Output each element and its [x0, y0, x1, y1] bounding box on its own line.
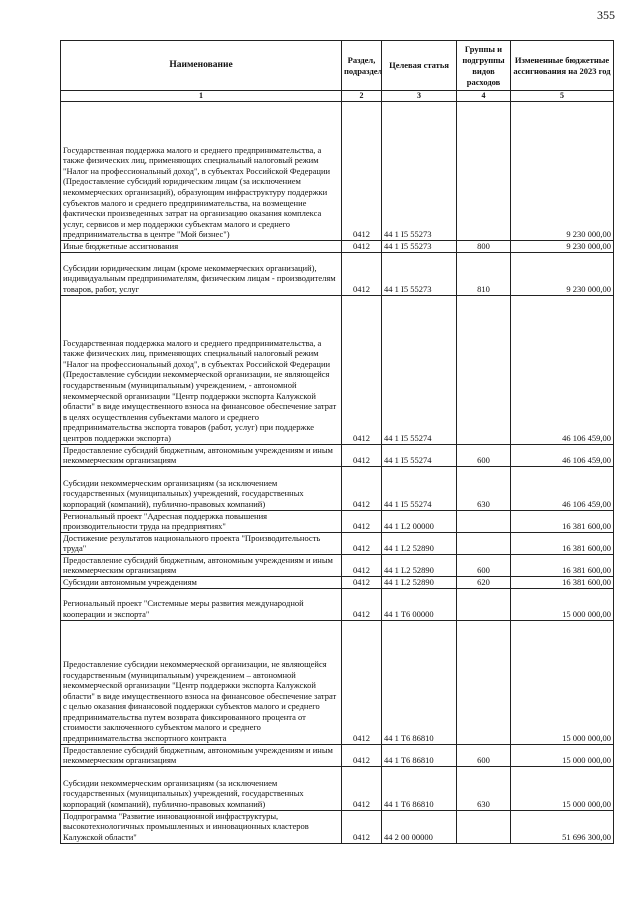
- cell-section: 0412: [342, 466, 382, 510]
- cell-amount: 15 000 000,00: [511, 744, 614, 766]
- cell-section: 0412: [342, 241, 382, 253]
- cell-target: 44 2 00 00000: [382, 810, 457, 843]
- cell-amount: 9 230 000,00: [511, 102, 614, 241]
- cell-group: 620: [457, 577, 511, 589]
- column-number: 2: [342, 91, 382, 102]
- cell-name: Иные бюджетные ассигнования: [61, 241, 342, 253]
- table-row: [61, 241, 614, 253]
- cell-name: Государственная поддержка малого и среднего предпринимательства, а также физических лиц, применяющих специальный налоговый режим "Налог на профессиональный доход", в субъектах Российской Федерации (Предоставление субсидии некоммерческой организации, не являющейся государственным (муниципальным) учреждением, - автономной некоммерческой организации "Центр поддержки экспорта Калужской области" в виде имущественного взноса на финансовое обеспечение затрат в целях осуществления субъектами малого и среднего предпринимательства экспорта товаров (работ, услуг) при поддержке центров поддержки экспорта): [61, 295, 342, 444]
- column-number: 5: [511, 91, 614, 102]
- header-section: Раздел, подраздел: [342, 41, 382, 91]
- cell-target: 44 1 I5 55274: [382, 444, 457, 466]
- cell-section: 0412: [342, 766, 382, 810]
- cell-target: 44 1 L2 52890: [382, 554, 457, 576]
- cell-amount: 16 381 600,00: [511, 577, 614, 589]
- table-row: [61, 295, 614, 444]
- cell-name: Субсидии автономным учреждениям: [61, 577, 342, 589]
- header-amount: Измененные бюджетные ассигнования на 2023 год: [511, 41, 614, 91]
- cell-group: 630: [457, 466, 511, 510]
- cell-name: Предоставление субсидий бюджетным, автономным учреждениям и иным некоммерческим организациям: [61, 744, 342, 766]
- cell-name: Государственная поддержка малого и среднего предпринимательства, а также физических лиц, применяющих специальный налоговый режим "Налог на профессиональный доход", в субъектах Российской Федерации (Предоставление субсидий юридическим лицам (за исключением некоммерческих организаций), образующим инфраструктуру поддержки субъектов малого и среднего предпринимательства, на возмещение фактически произведенных затрат на организацию оказания комплекса услуг, сервисов и мер поддержки субъектам малого и среднего предпринимательства в центре "Мой бизнес"): [61, 102, 342, 241]
- cell-section: 0412: [342, 510, 382, 532]
- cell-group: 600: [457, 744, 511, 766]
- cell-group: 800: [457, 241, 511, 253]
- table-row: [61, 466, 614, 510]
- cell-target: 44 1 L2 00000: [382, 510, 457, 532]
- cell-amount: 15 000 000,00: [511, 620, 614, 744]
- table-header-row: [61, 41, 614, 91]
- cell-amount: 51 696 300,00: [511, 810, 614, 843]
- cell-section: 0412: [342, 102, 382, 241]
- column-numbers-row: [61, 91, 614, 102]
- table-row: [61, 810, 614, 843]
- cell-section: 0412: [342, 577, 382, 589]
- cell-target: 44 1 T6 86810: [382, 620, 457, 744]
- cell-section: 0412: [342, 744, 382, 766]
- cell-target: 44 1 L2 52890: [382, 577, 457, 589]
- table-row: [61, 554, 614, 576]
- column-number: 3: [382, 91, 457, 102]
- cell-group: [457, 510, 511, 532]
- cell-name: Субсидии некоммерческим организациям (за исключением государственных (муниципальных) учреждений, государственных корпораций (компаний), публично-правовых компаний): [61, 766, 342, 810]
- column-number: 4: [457, 91, 511, 102]
- cell-amount: 46 106 459,00: [511, 295, 614, 444]
- table-row: [61, 766, 614, 810]
- cell-group: [457, 532, 511, 554]
- cell-amount: 9 230 000,00: [511, 241, 614, 253]
- table-row: [61, 252, 614, 295]
- cell-name: Достижение результатов национального проекта "Производительность труда": [61, 532, 342, 554]
- cell-amount: 15 000 000,00: [511, 766, 614, 810]
- cell-group: [457, 810, 511, 843]
- table-row: [61, 444, 614, 466]
- cell-amount: 15 000 000,00: [511, 588, 614, 620]
- cell-target: 44 1 I5 55273: [382, 252, 457, 295]
- cell-name: Подпрограмма "Развитие инновационной инфраструктуры, высокотехнологичных промышленных и инновационных кластеров Калужской области": [61, 810, 342, 843]
- column-number: 1: [61, 91, 342, 102]
- cell-target: 44 1 I5 55274: [382, 466, 457, 510]
- header-groups: Группы и подгруппы видов расходов: [457, 41, 511, 91]
- cell-amount: 16 381 600,00: [511, 532, 614, 554]
- cell-section: 0412: [342, 295, 382, 444]
- header-name: Наименование: [61, 41, 342, 91]
- cell-amount: 46 106 459,00: [511, 444, 614, 466]
- cell-group: [457, 295, 511, 444]
- cell-target: 44 1 T6 86810: [382, 744, 457, 766]
- cell-group: 630: [457, 766, 511, 810]
- cell-section: 0412: [342, 620, 382, 744]
- cell-target: 44 1 I5 55274: [382, 295, 457, 444]
- cell-section: 0412: [342, 588, 382, 620]
- table-row: [61, 588, 614, 620]
- cell-group: [457, 620, 511, 744]
- cell-amount: 9 230 000,00: [511, 252, 614, 295]
- cell-target: 44 1 I5 55273: [382, 102, 457, 241]
- page-number: 355: [597, 8, 615, 22]
- table-row: [61, 620, 614, 744]
- cell-group: 600: [457, 554, 511, 576]
- cell-group: 810: [457, 252, 511, 295]
- cell-group: [457, 588, 511, 620]
- cell-amount: 16 381 600,00: [511, 554, 614, 576]
- table-row: [61, 510, 614, 532]
- table-row: [61, 577, 614, 589]
- cell-name: Региональный проект "Системные меры развития международной кооперации и экспорта": [61, 588, 342, 620]
- cell-amount: 16 381 600,00: [511, 510, 614, 532]
- table-row: [61, 102, 614, 241]
- cell-group: 600: [457, 444, 511, 466]
- cell-name: Субсидии некоммерческим организациям (за исключением государственных (муниципальных) учреждений, государственных корпораций (компаний), публично-правовых компаний): [61, 466, 342, 510]
- cell-section: 0412: [342, 554, 382, 576]
- cell-name: Региональный проект "Адресная поддержка повышения производительности труда на предприятиях": [61, 510, 342, 532]
- cell-name: Предоставление субсидий бюджетным, автономным учреждениям и иным некоммерческим организациям: [61, 444, 342, 466]
- cell-group: [457, 102, 511, 241]
- cell-section: 0412: [342, 810, 382, 843]
- cell-section: 0412: [342, 252, 382, 295]
- cell-target: 44 1 L2 52890: [382, 532, 457, 554]
- cell-section: 0412: [342, 444, 382, 466]
- cell-name: Субсидии юридическим лицам (кроме некоммерческих организаций), индивидуальным предпринимателям, физическим лицам - производителям товаров, работ, услуг: [61, 252, 342, 295]
- cell-target: 44 1 I5 55273: [382, 241, 457, 253]
- budget-table: [60, 40, 614, 844]
- cell-target: 44 1 T6 00000: [382, 588, 457, 620]
- cell-section: 0412: [342, 532, 382, 554]
- cell-target: 44 1 T6 86810: [382, 766, 457, 810]
- table-row: [61, 744, 614, 766]
- table-row: [61, 532, 614, 554]
- header-target: Целевая статья: [382, 41, 457, 91]
- cell-name: Предоставление субсидии некоммерческой организации, не являющейся государственным (муниципальным) учреждением – автономной некоммерческой организации "Центр поддержки экспорта Калужской области" в виде имущественного взноса на финансовое обеспечение затрат с целью оказания финансовой поддержки субъектов малого и среднего предпринимательства путем возврата фиксированного процента от стоимости заключенного субъектом малого и среднего предпринимательства экспортного контракта: [61, 620, 342, 744]
- cell-name: Предоставление субсидий бюджетным, автономным учреждениям и иным некоммерческим организациям: [61, 554, 342, 576]
- cell-amount: 46 106 459,00: [511, 466, 614, 510]
